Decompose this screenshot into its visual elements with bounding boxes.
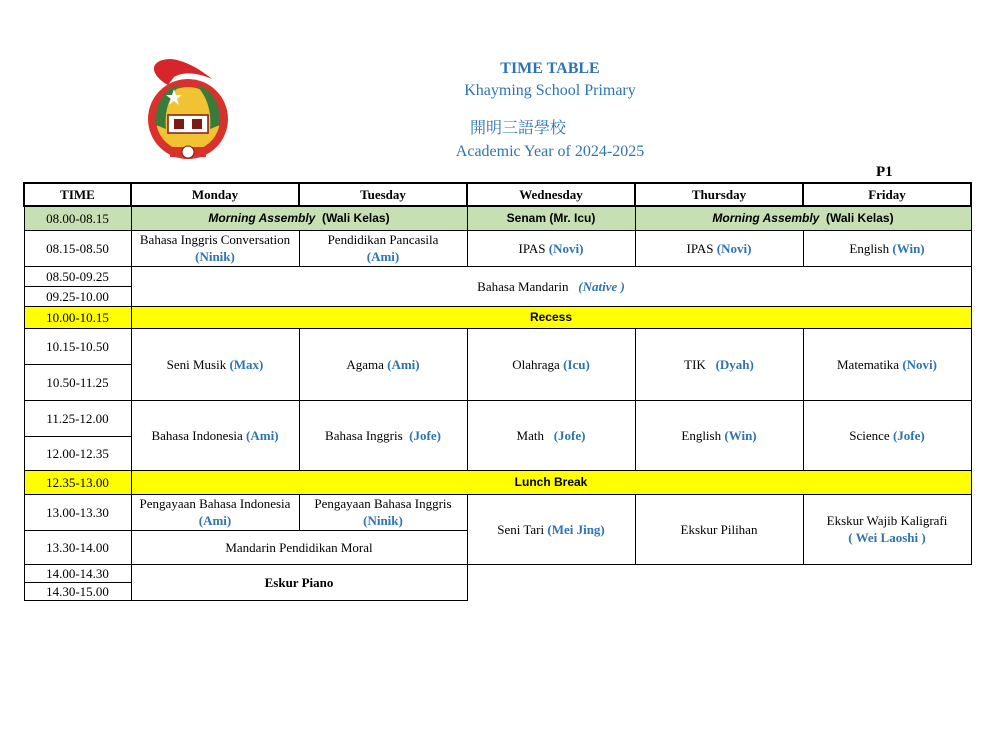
empty-cell (467, 564, 971, 600)
document-title: TIME TABLE (500, 60, 600, 77)
lesson-cell: Math (Jofe) (467, 400, 635, 470)
time-cell: 14.30-15.00 (24, 582, 131, 600)
lesson-cell: TIK (Dyah) (635, 328, 803, 400)
time-cell: 09.25-10.00 (24, 286, 131, 306)
lunch-cell: Lunch Break (131, 470, 971, 494)
recess-cell: Recess (131, 306, 971, 328)
table-row (24, 206, 971, 230)
time-cell: 11.25-12.00 (24, 400, 131, 436)
lesson-cell: English (Win) (635, 400, 803, 470)
class-label: P1 (876, 164, 893, 180)
time-cell: 08.15-08.50 (24, 230, 131, 266)
time-cell: 10.00-10.15 (24, 306, 131, 328)
time-cell: 10.15-10.50 (24, 328, 131, 364)
time-cell: 08.50-09.25 (24, 266, 131, 286)
col-header-wednesday: Wednesday (467, 183, 635, 206)
school-name: Khayming School Primary (464, 82, 636, 99)
table-row (24, 306, 971, 328)
lesson-cell: Ekskur Wajib Kaligrafi ( Wei Laoshi ) (803, 494, 971, 564)
table-row (24, 564, 971, 582)
academic-year: Academic Year of 2024-2025 (455, 143, 645, 160)
table-row (24, 400, 971, 436)
timetable (23, 182, 972, 601)
lesson-cell: Ekskur Pilihan (635, 494, 803, 564)
time-cell: 13.00-13.30 (24, 494, 131, 530)
time-cell: 12.00-12.35 (24, 436, 131, 470)
lesson-cell: Bahasa Inggris Conversation (Ninik) (131, 230, 299, 266)
table-row (24, 266, 971, 286)
table-row (24, 470, 971, 494)
time-cell: 08.00-08.15 (24, 206, 131, 230)
mandarin-cell: Bahasa Mandarin (Native ) (131, 266, 971, 306)
col-header-friday: Friday (803, 183, 971, 206)
lesson-cell: Pengayaan Bahasa Inggris (Ninik) (299, 494, 467, 530)
lesson-cell: Seni Tari (Mei Jing) (467, 494, 635, 564)
lesson-cell: IPAS (Novi) (467, 230, 635, 266)
lesson-cell: Agama (Ami) (299, 328, 467, 400)
time-cell: 14.00-14.30 (24, 564, 131, 582)
table-row (24, 494, 971, 530)
lesson-cell: IPAS (Novi) (635, 230, 803, 266)
col-header-monday: Monday (131, 183, 299, 206)
piano-cell: Eskur Piano (131, 564, 467, 600)
lesson-cell: Mandarin Pendidikan Moral (131, 530, 467, 564)
table-row (24, 328, 971, 364)
col-header-thursday: Thursday (635, 183, 803, 206)
lesson-cell: Pengayaan Bahasa Indonesia (Ami) (131, 494, 299, 530)
col-header-tuesday: Tuesday (299, 183, 467, 206)
lesson-cell: Bahasa Indonesia (Ami) (131, 400, 299, 470)
school-chinese-name: 開明三語學校 (469, 118, 566, 137)
lesson-cell: Bahasa Inggris (Jofe) (299, 400, 467, 470)
lesson-cell: Olahraga (Icu) (467, 328, 635, 400)
lesson-cell: Pendidikan Pancasila (Ami) (299, 230, 467, 266)
senam-cell: Senam (Mr. Icu) (467, 206, 635, 230)
lesson-cell: Seni Musik (Max) (131, 328, 299, 400)
table-row (24, 230, 971, 266)
lesson-cell: Science (Jofe) (803, 400, 971, 470)
time-cell: 10.50-11.25 (24, 364, 131, 400)
lesson-cell: Matematika (Novi) (803, 328, 971, 400)
header-row (24, 183, 971, 206)
assembly-cell: Morning Assembly (Wali Kelas) (131, 206, 467, 230)
lesson-cell: English (Win) (803, 230, 971, 266)
time-cell: 13.30-14.00 (24, 530, 131, 564)
assembly-cell: Morning Assembly (Wali Kelas) (635, 206, 971, 230)
col-header-time: TIME (24, 183, 131, 206)
time-cell: 12.35-13.00 (24, 470, 131, 494)
